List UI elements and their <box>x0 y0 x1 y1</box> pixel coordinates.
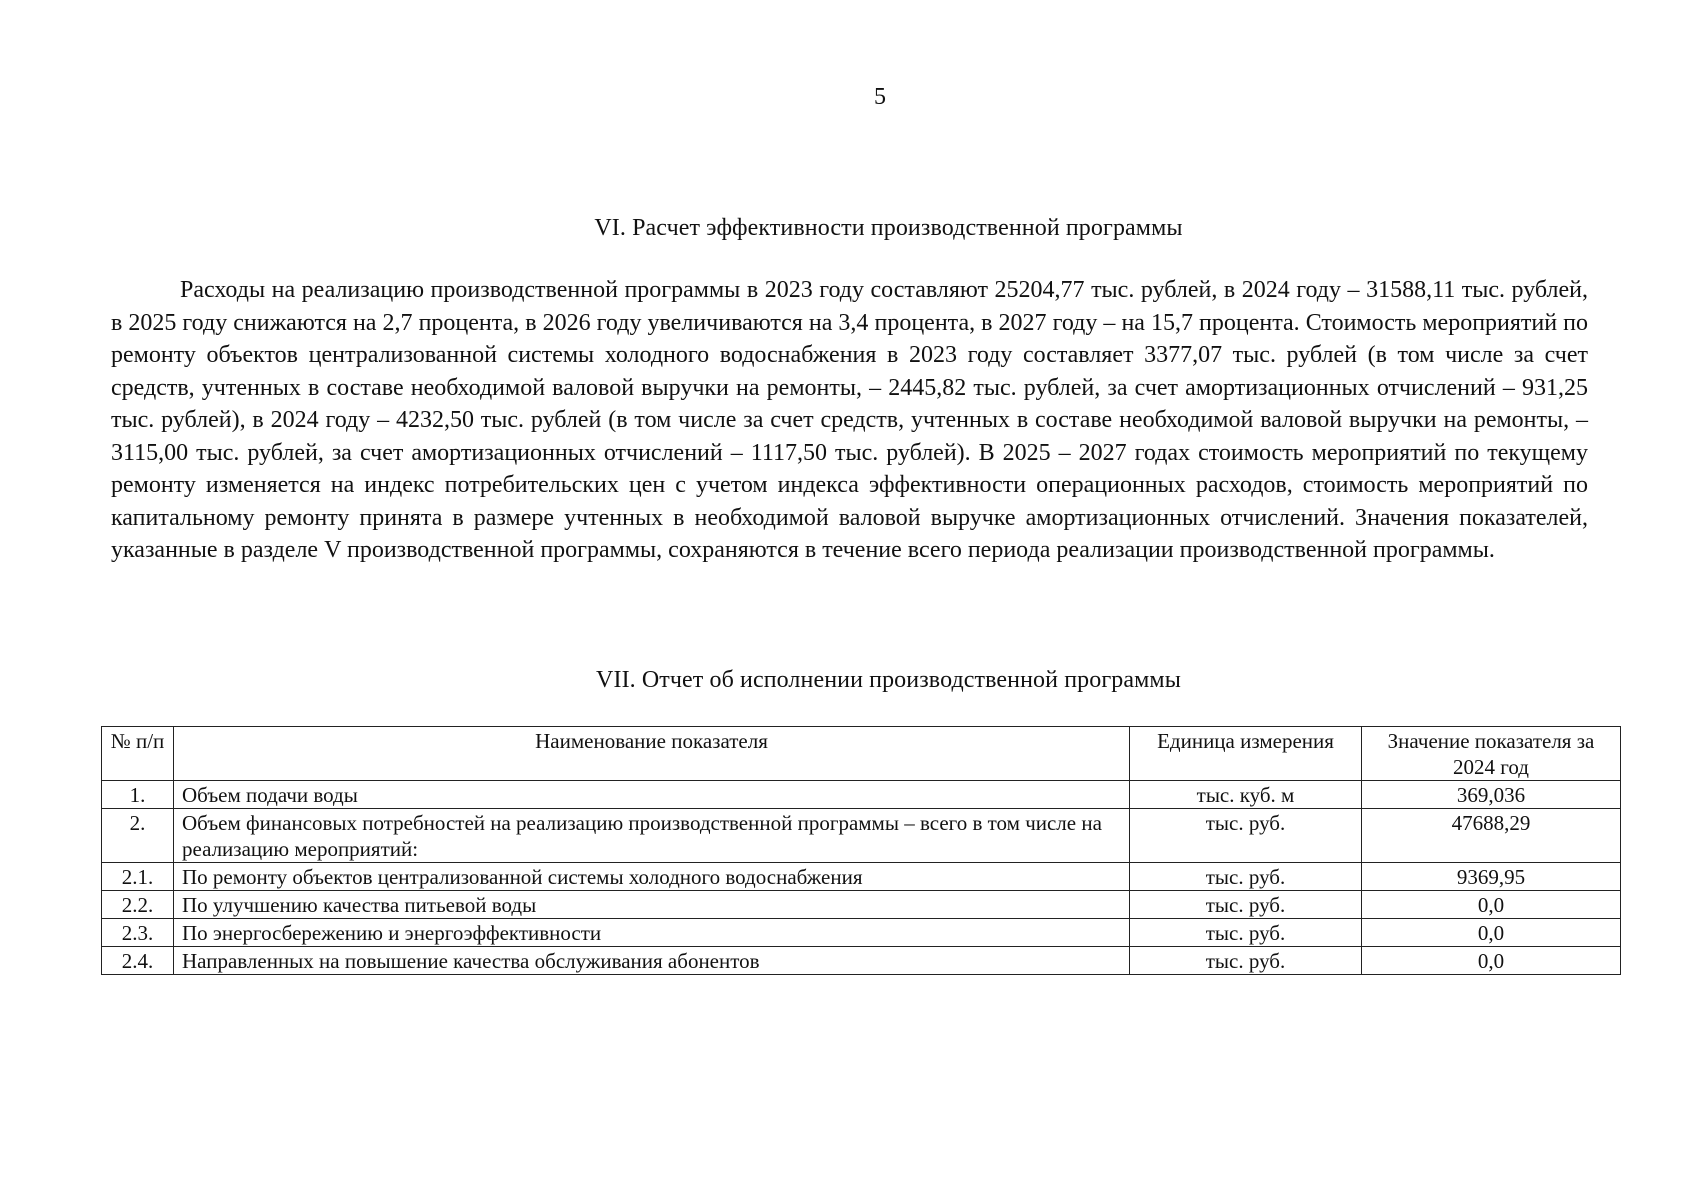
table-row <box>102 809 1621 863</box>
header-unit: Единица измерения <box>1130 727 1362 781</box>
row-name: По энергосбережению и энергоэффективности <box>174 919 1130 947</box>
row-unit: тыс. куб. м <box>1130 781 1362 809</box>
report-table <box>101 726 1621 975</box>
row-num: 2. <box>102 809 174 863</box>
row-unit: тыс. руб. <box>1130 809 1362 863</box>
table-header-row <box>102 727 1621 781</box>
table-row <box>102 947 1621 975</box>
page-number: 5 <box>874 84 886 110</box>
table-row <box>102 891 1621 919</box>
row-unit: тыс. руб. <box>1130 891 1362 919</box>
row-value: 0,0 <box>1362 891 1621 919</box>
row-value: 0,0 <box>1362 919 1621 947</box>
row-num: 1. <box>102 781 174 809</box>
row-name: Направленных на повышение качества обслуживания абонентов <box>174 947 1130 975</box>
row-value: 369,036 <box>1362 781 1621 809</box>
row-unit: тыс. руб. <box>1130 863 1362 891</box>
table-row <box>102 781 1621 809</box>
section-6-paragraph: Расходы на реализацию производственной программы в 2023 году составляют 25204,77 тыс. рублей, в 2024 году – 31588,11 тыс. рублей, в 2025 году снижаются на 2,7 процента, в 2026 году увеличиваются на 3,4 процента, в 2027 году – на 15,7 процента. Стоимость мероприятий по ремонту объектов централизованной системы холодного водоснабжения в 2023 году составляет 3377,07 тыс. рублей (в том числе за счет средств, учтенных в составе необходимой валовой выручки на ремонты, – 2445,82 тыс. рублей, за счет амортизационных отчислений – 931,25 тыс. рублей), в 2024 году – 4232,50 тыс. рублей (в том числе за счет средств, учтенных в составе необходимой валовой выручки на ремонты, – 3115,00 тыс. рублей, за счет амортизационных отчислений – 1117,50 тыс. рублей). В 2025 – 2027 годах стоимость мероприятий по текущему ремонту изменяется на индекс потребительских цен с учетом индекса эффективности операционных расходов, стоимость мероприятий по капитальному ремонту принята в размере учтенных в необходимой валовой выручке амортизационных отчислений. Значения показателей, указанные в разделе V производственной программы, сохраняются в течение всего периода реализации производственной программы. <box>111 277 1588 563</box>
header-value: Значение показателя за 2024 год <box>1362 727 1621 781</box>
row-name: По улучшению качества питьевой воды <box>174 891 1130 919</box>
row-num: 2.4. <box>102 947 174 975</box>
row-name: Объем подачи воды <box>174 781 1130 809</box>
row-value: 9369,95 <box>1362 863 1621 891</box>
row-unit: тыс. руб. <box>1130 919 1362 947</box>
row-num: 2.1. <box>102 863 174 891</box>
table-row <box>102 919 1621 947</box>
row-name: По ремонту объектов централизованной системы холодного водоснабжения <box>174 863 1130 891</box>
row-name: Объем финансовых потребностей на реализацию производственной программы – всего в том числе на реализацию мероприятий: <box>174 809 1130 863</box>
row-num: 2.2. <box>102 891 174 919</box>
table-row <box>102 863 1621 891</box>
row-unit: тыс. руб. <box>1130 947 1362 975</box>
row-num: 2.3. <box>102 919 174 947</box>
section-6-heading: VI. Расчет эффективности производственной программы <box>594 215 1183 241</box>
header-num: № п/п <box>102 727 174 781</box>
header-name: Наименование показателя <box>174 727 1130 781</box>
row-value: 0,0 <box>1362 947 1621 975</box>
row-value: 47688,29 <box>1362 809 1621 863</box>
section-7-heading: VII. Отчет об исполнении производственной программы <box>596 667 1181 693</box>
